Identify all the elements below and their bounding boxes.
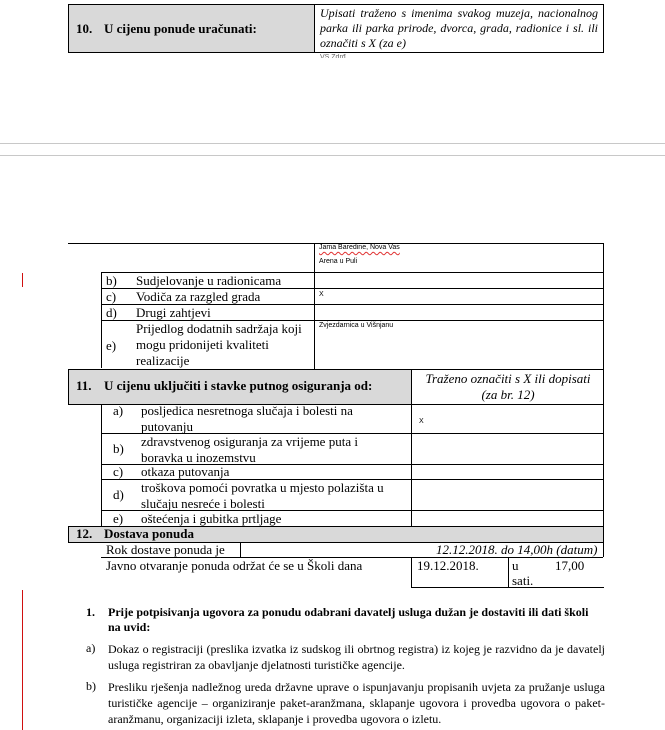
ins-d-letter: d) [113, 487, 124, 502]
deadline-value: 12.12.2018. do 14,00h (datum) [436, 542, 598, 557]
ins-c-label: otkaza putovanja [141, 464, 230, 479]
ins-a-value: X [419, 418, 424, 425]
note-b-letter: b) [86, 679, 96, 693]
opening-u: u [512, 558, 519, 573]
section-11-instruction: Traženo označiti s X ili dopisati (za br. 12) [425, 371, 591, 402]
ins-a-label: posljedica nesretnoga slučaja i bolesti na putovanju [141, 403, 353, 434]
row-e-value: Zvjezdarnica u Višnjanu [319, 322, 394, 329]
section-10-number: 10. [76, 21, 93, 36]
row-d-label: Drugi zahtjevi [136, 305, 211, 320]
row-b-label: Sudjelovanje u radionicama [136, 273, 282, 288]
section-11-number: 11. [76, 378, 92, 393]
section-10-instruction: Upisati traženo s imenima svakog muzeja, nacionalnog parka ili parka prirode, dvorca, grada, radionice i sl. ili označiti s X (za e) [320, 6, 598, 50]
row-e-label: Prijedlog dodatnih sadržaja koji mogu pridonijeti kvaliteti realizacije [136, 321, 302, 368]
section-12-title: Dostava ponuda [104, 526, 194, 541]
notes-heading: Prije potpisivanja ugovora za ponudu odabrani davatelj usluga dužan je dostaviti ili dati školi na uvid: [108, 605, 589, 634]
deadline-label: Rok dostave ponuda je [106, 542, 225, 557]
ins-a-letter: a) [113, 403, 124, 418]
row-c-label: Vodiča za razgled grada [136, 289, 261, 304]
section-11-title: U cijenu uključiti i stavke putnog osiguranja od: [104, 378, 373, 393]
row-e-letter: e) [106, 338, 117, 353]
ins-b-label: zdravstvenog osiguranja za vrijeme puta i boravka u inozemstvu [141, 434, 358, 465]
note-a-text: Dokaz o registraciji (preslika izvatka iz sudskog ili obrtnog registra) iz kojeg je razvidno da je davatelj usluga registriran za obavljanje djelatnosti turističke agencije. [108, 642, 605, 672]
notes-heading-number: 1. [86, 605, 95, 619]
attraction-line-1: Jama Baredine, Nova Vas [319, 244, 400, 251]
ins-b-letter: b) [113, 441, 124, 456]
ins-e-label: oštećenja i gubitka prtljage [141, 511, 282, 526]
page-break-line [0, 155, 665, 156]
ins-d-label: troškova pomoći povratka u mjesto polazišta u slučaju nesreće i bolesti [141, 480, 384, 511]
ins-e-letter: e) [113, 511, 124, 526]
note-b-text: Presliku rješenja nadležnog ureda državne uprave o ispunjavanju propisanih uvjeta za pružanje usluga turističke agencije – organiziranje paket-aranžmana, sklapanje ugovora i provedba ugovora o paket-aranžmanu, organizaciji izleta, sklapanje i provedba ugovora o izletu. [108, 680, 605, 726]
row-c-value: X [319, 291, 324, 298]
row-d-letter: d) [106, 305, 117, 320]
section-10-cut-text: VS Zdrđ [320, 54, 346, 58]
section-10-title: U cijenu ponude uračunati: [104, 21, 257, 36]
opening-date: 19.12.2018. [417, 558, 479, 573]
page-break-line [0, 143, 665, 144]
opening-time: 17,00 [555, 558, 585, 573]
opening-label: Javno otvaranje ponuda održat će se u Školi dana [106, 558, 363, 573]
revision-marker [22, 590, 23, 730]
row-c-letter: c) [106, 289, 117, 304]
attraction-line-2: Arena u Puli [319, 258, 358, 265]
section-12-number: 12. [76, 526, 93, 541]
ins-c-letter: c) [113, 464, 124, 479]
row-b-letter: b) [106, 273, 117, 288]
opening-sati: sati. [512, 573, 534, 588]
revision-marker [22, 273, 23, 287]
note-a-letter: a) [86, 641, 96, 655]
